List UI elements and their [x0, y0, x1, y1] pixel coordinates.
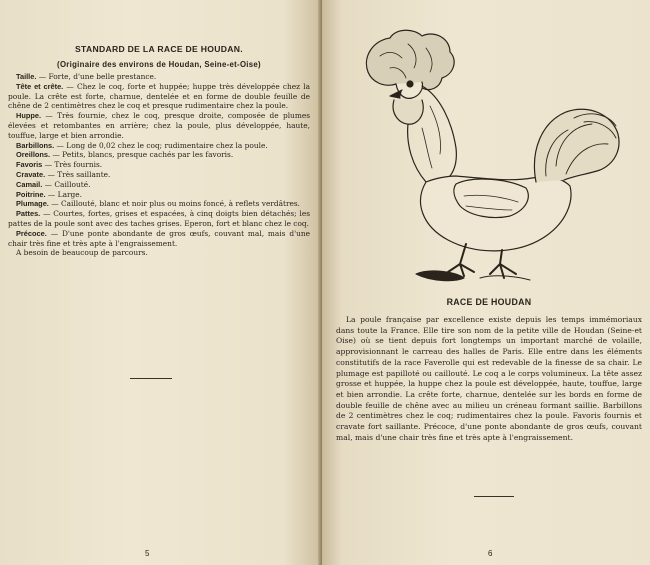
entry-label: Tête et crête.: [16, 81, 64, 91]
entry-label: Précoce.: [16, 228, 47, 238]
entry-label: Barbillons.: [16, 140, 55, 150]
standard-entry: [8, 111, 310, 140]
standard-title: STANDARD DE LA RACE DE HOUDAN.: [75, 44, 243, 54]
left-divider-rule: [130, 378, 172, 379]
entry-label: Oreillons.: [16, 150, 51, 160]
entry-text: — Large.: [45, 189, 82, 199]
race-description: La poule française par excellence existe depuis les temps immémoriaux dans toute la France. Elle tire son nom de la petite ville de Houdan (Seine-et Oise) où se tient depuis fort longtemps un important marché de volaille, approvisionnant le carreau des halles de Paris. Elle entre dans les éléments constitutifs de la race Faverolle qui est redevable de la finesse de sa chair. Le plumage est papilloté ou caillouté. Le coq a le corps volumineux. La tête assez grosse et huppée, la huppe chez la poule est développée, haute, touffue, large et bien arrondie. La crête forte, charnue, dentelée sur les bords en forme de double feuille de chêne avec au milieu un créneau formant saillie. Barbillons de 2 centimètres chez le coq; rudimentaires chez la poule. Favoris fournis et cravate fort saillante. Précoce, d'une ponte abondante de gros œufs, couvant mal, mais d'une chair très fine et très apte à l'engraissement.: [336, 315, 642, 442]
left-page-content: [8, 44, 310, 258]
standard-entry: [8, 209, 310, 229]
entry-text: — Forte, d'une belle prestance.: [36, 72, 157, 81]
entry-text: — Très saillante.: [45, 169, 111, 179]
right-page-content: [336, 297, 642, 451]
left-page: [0, 0, 322, 565]
race-title: RACE DE HOUDAN: [446, 297, 532, 307]
entry-text: — Caillouté, blanc et noir plus ou moins foncé, à reflets verdâtres.: [48, 199, 301, 209]
entry-label: Cravate.: [16, 169, 46, 179]
standard-entry: [8, 141, 310, 151]
entry-text: — Long de 0,02 chez le coq; rudimentaire chez la poule.: [54, 140, 268, 150]
standard-note: A besoin de beaucoup de parcours.: [16, 248, 148, 258]
standard-entries: [8, 72, 310, 258]
entry-text: — Très fournis.: [42, 160, 103, 170]
entry-text: — Chez le coq, forte et huppée; huppe très développée chez la poule. La crête est forte, charnue, dentelée et en forme de double feuille de chêne de 2 centimètres chez le coq et presque rudimentaire chez la poule.: [8, 81, 310, 111]
standard-entry: [8, 82, 310, 111]
entry-text: — Caillouté.: [42, 179, 91, 189]
entry-text: — Courtes, fortes, grises et espacées, à cinq doigts bien détachés; les pattes de la poule sont avec des taches grises. Eperon, fort et blanc chez le coq.: [8, 209, 310, 228]
entry-label: Plumage.: [16, 199, 49, 209]
left-page-number: 5: [145, 549, 150, 558]
standard-entry: [8, 190, 310, 200]
standard-entry: [8, 150, 310, 160]
standard-entry: [8, 160, 310, 170]
entry-label: Poitrine.: [16, 189, 46, 199]
right-page-number: 6: [488, 549, 493, 558]
standard-entry: [8, 180, 310, 190]
standard-entry: [8, 170, 310, 180]
entry-text: — Très fournie, chez le coq, presque droite, composée de plumes élevées et retombantes en arrière; chez la poule, plus développée, haute, touffue, large et bien arrondie.: [8, 111, 310, 140]
standard-entry: [8, 199, 310, 209]
standard-subtitle: (Originaire des environs de Houdan, Seine-et-Oise): [57, 60, 261, 69]
entry-label: Pattes.: [16, 209, 41, 219]
entry-text: — D'une ponte abondante de gros œufs, couvant mal, mais d'une chair très fine et très apte à l'engraissement.: [8, 228, 310, 248]
entry-label: Taille.: [16, 72, 37, 81]
houdan-rooster-icon: [360, 26, 622, 284]
entry-label: Favoris: [16, 160, 43, 170]
standard-entry: [8, 229, 310, 249]
entry-label: Huppe.: [16, 111, 42, 121]
entry-label: Camail.: [16, 179, 43, 189]
right-divider-rule: [474, 496, 514, 497]
standard-entry: [8, 72, 310, 82]
entry-text: — Petits, blancs, presque cachés par les favoris.: [50, 150, 234, 160]
right-page: [322, 0, 650, 565]
